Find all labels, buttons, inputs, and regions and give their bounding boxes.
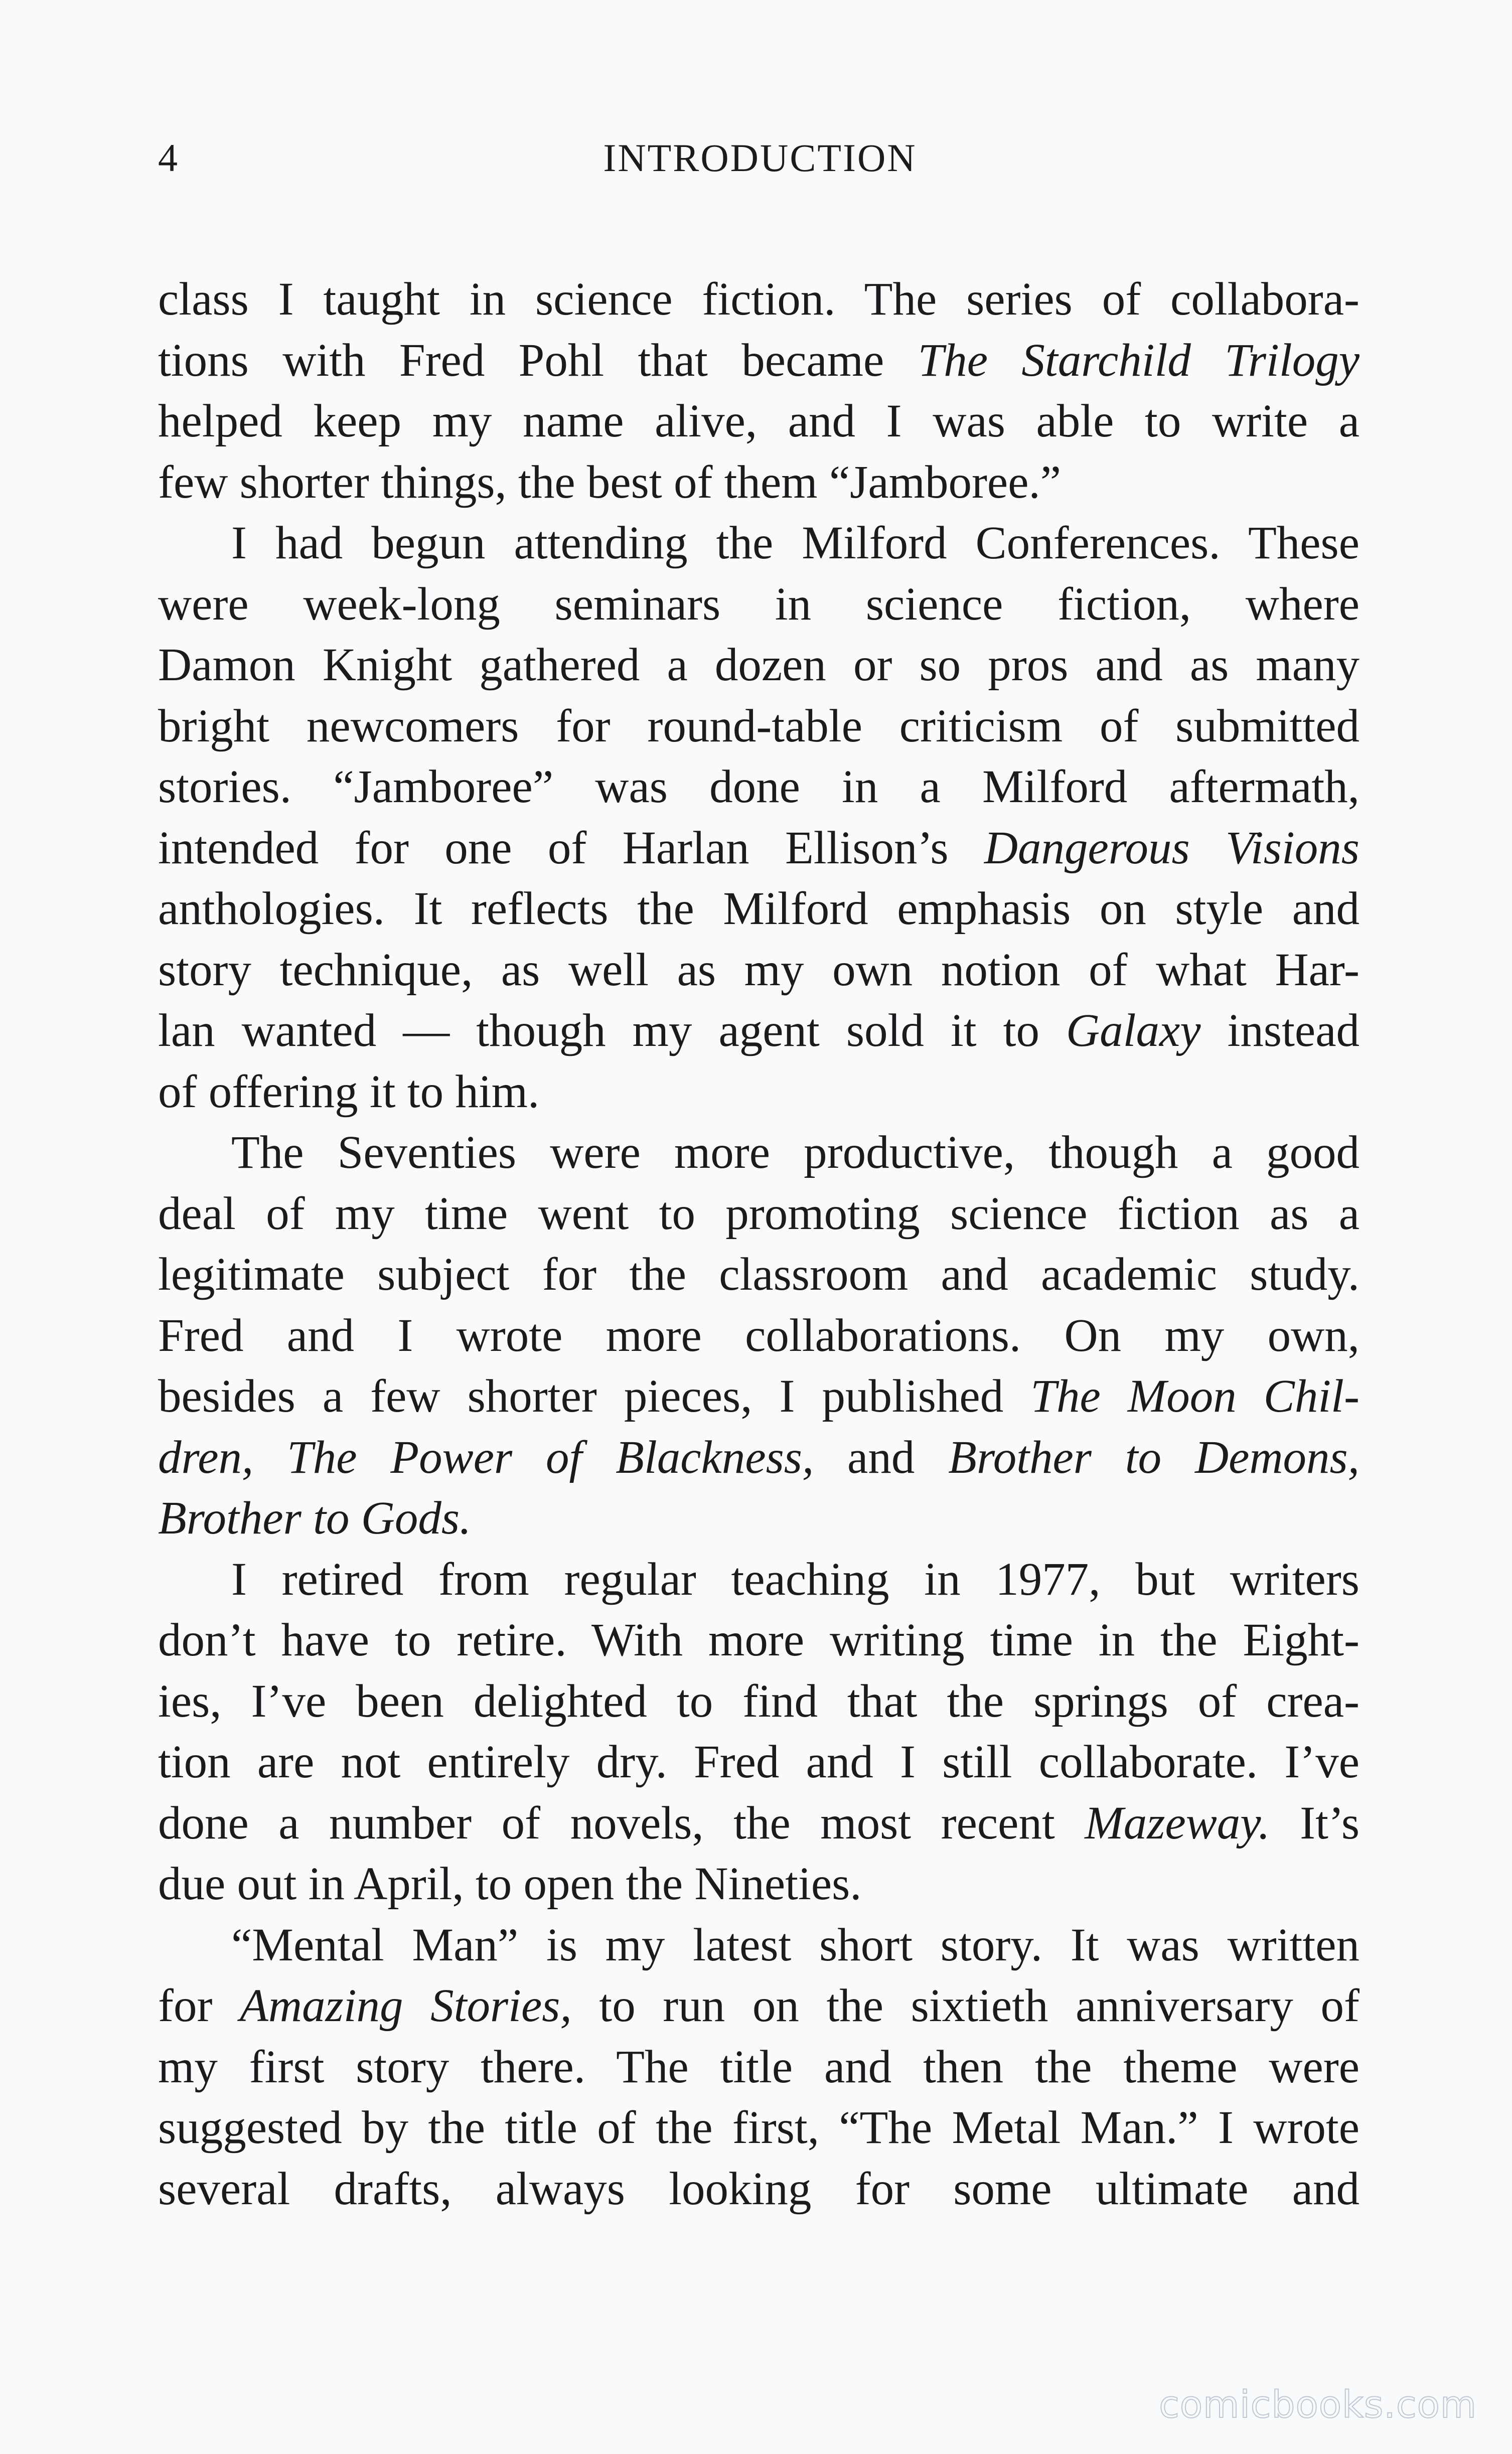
text-line [158, 513, 1359, 574]
text-run: It’s [1270, 1797, 1360, 1849]
text-run: suggested by the title of the first, “The Metal Man.” I wrote [158, 2102, 1359, 2154]
text-run: stories. “Jamboree” was done in a Milford aftermath, [158, 761, 1359, 813]
body-text [158, 269, 1359, 2219]
text-run: anthologies. It reflects the Milford emphasis on style and [158, 883, 1359, 935]
text-run: deal of my time went to promoting science fiction as a [158, 1187, 1359, 1240]
text-run: lan wanted — though my agent sold it to [158, 1005, 1066, 1056]
text-run: done a number of novels, the most recent [158, 1797, 1085, 1849]
text-line [158, 330, 1359, 391]
text-run: for [158, 1980, 240, 2032]
text-run: due out in April, to open the Nineties. [158, 1858, 862, 1910]
text-run: Fred and I wrote more collaborations. On my own, [158, 1309, 1359, 1361]
text-run: ies, I’ve been delighted to find that the springs of crea- [158, 1675, 1359, 1727]
text-line [158, 269, 1359, 330]
text-line [158, 1671, 1359, 1732]
text-run: several drafts, always looking for some ultimate and [158, 2163, 1359, 2215]
text-line [158, 1610, 1359, 1671]
italic-title: Mazeway. [1085, 1797, 1270, 1849]
text-line [158, 2037, 1359, 2098]
italic-title: The Moon Chil- [1030, 1370, 1359, 1422]
text-run: instead [1200, 1005, 1359, 1056]
text-run: don’t have to retire. With more writing time in the Eight- [158, 1614, 1359, 1666]
italic-title: Brother to Demons, [948, 1431, 1359, 1483]
italic-title: dren, The Power of Blackness, [158, 1431, 814, 1483]
text-line [158, 818, 1359, 879]
italic-title: Amazing Stories, [240, 1980, 572, 2032]
text-run: Damon Knight gathered a dozen or so pros and as many [158, 639, 1359, 691]
text-line [158, 1122, 1359, 1183]
text-line [158, 878, 1359, 940]
text-line [158, 1427, 1359, 1488]
italic-title: Galaxy [1066, 1005, 1201, 1056]
text-line [158, 1793, 1359, 1854]
page-number: 4 [158, 136, 178, 180]
text-run: and [814, 1431, 949, 1483]
text-run: The Seventies were more productive, though a good [231, 1127, 1359, 1178]
text-run: intended for one of Harlan Ellison’s [158, 822, 984, 874]
text-run: I had begun attending the Milford Conferences. These [231, 517, 1359, 569]
text-line [158, 2097, 1359, 2159]
text-line [158, 1366, 1359, 1427]
italic-title: Brother to Gods. [158, 1492, 472, 1544]
text-line [158, 696, 1359, 757]
text-run: my first story there. The title and then the theme were [158, 2041, 1359, 2093]
text-run: “Mental Man” is my latest short story. It was written [231, 1919, 1359, 1971]
text-run: class I taught in science fiction. The series of collabora- [158, 273, 1359, 325]
page-header [158, 135, 1362, 186]
text-run: of offering it to him. [158, 1065, 540, 1118]
text-line [158, 2159, 1359, 2220]
watermark: comicbooks.com [1159, 2383, 1477, 2426]
text-line [158, 940, 1359, 1001]
text-run: helped keep my name alive, and I was able to write a [158, 395, 1359, 447]
italic-title: The Starchild Trilogy [918, 334, 1359, 386]
text-line [158, 1549, 1359, 1610]
text-run: tions with Fred Pohl that became [158, 334, 918, 386]
text-line [158, 452, 1359, 513]
text-run: bright newcomers for round-table criticism of submitted [158, 700, 1359, 752]
text-run: to run on the sixtieth anniversary of [571, 1980, 1359, 2032]
text-run: story technique, as well as my own notion of what Har- [158, 944, 1359, 996]
text-line [158, 1305, 1359, 1366]
text-line [158, 1000, 1359, 1061]
text-line [158, 1061, 1359, 1123]
text-line [158, 1183, 1359, 1245]
text-line [158, 574, 1359, 635]
text-line [158, 391, 1359, 452]
text-run: besides a few shorter pieces, I published [158, 1370, 1031, 1422]
text-line [158, 1975, 1359, 2037]
text-line [158, 635, 1359, 696]
text-run: I retired from regular teaching in 1977, but writers [231, 1553, 1359, 1605]
text-line [158, 1854, 1359, 1915]
text-run: tion are not entirely dry. Fred and I still collaborate. I’ve [158, 1736, 1359, 1788]
text-run: were week-long seminars in science fiction, where [158, 578, 1359, 630]
running-head: INTRODUCTION [603, 136, 917, 180]
italic-title: Dangerous Visions [984, 822, 1359, 874]
text-run: legitimate subject for the classroom and academic study. [158, 1249, 1359, 1300]
text-line [158, 1488, 1359, 1549]
text-line [158, 1244, 1359, 1305]
text-line [158, 1732, 1359, 1793]
text-line [158, 756, 1359, 818]
text-run: few shorter things, the best of them “Jamboree.” [158, 456, 1062, 508]
text-line [158, 1915, 1359, 1976]
